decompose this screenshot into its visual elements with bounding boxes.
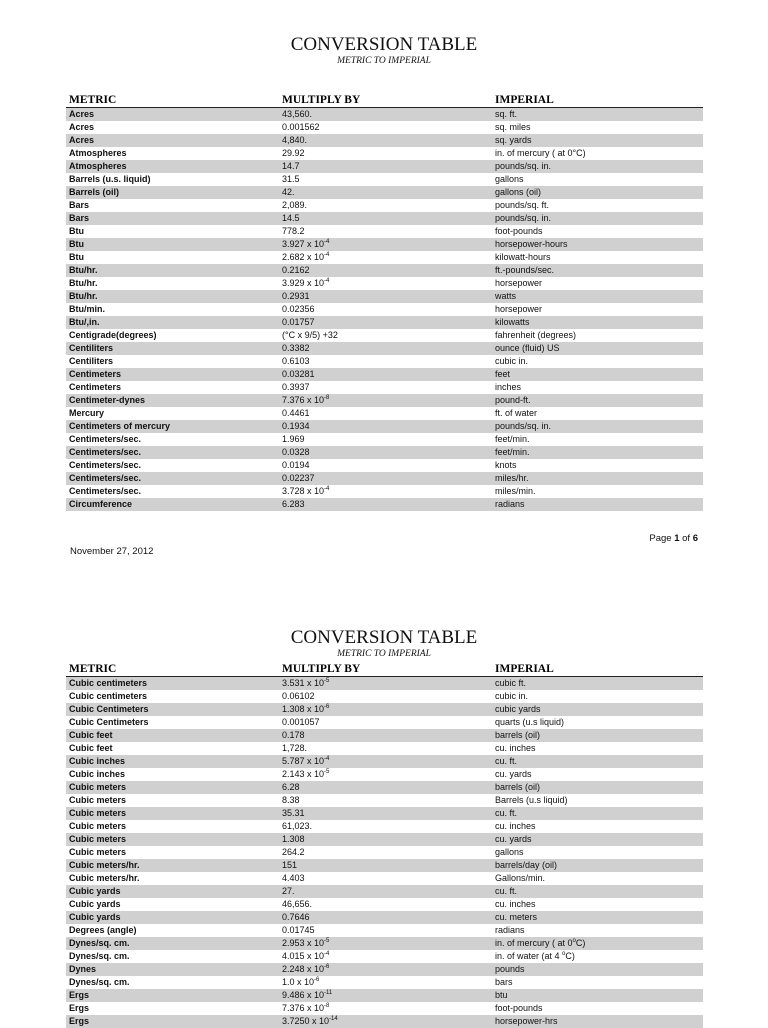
exponent: -5 [324,769,330,775]
multiplier-cell: 7.376 x $10^{-8}$ [282,1003,330,1013]
multiplier-cell: 1,728. [282,743,308,753]
multiplier-cell: 14.5 [282,213,300,223]
imperial-cell: gallons [495,174,524,184]
imperial-cell: cubic yards [495,704,541,714]
imperial-cell: pounds [495,964,525,974]
imperial-cell: horsepower [495,304,543,314]
table-row [66,381,703,394]
imperial-cell: pounds/sq. in. [495,421,552,431]
imperial-cell: quarts (u.s liquid) [495,717,565,727]
imperial-cell: cu. ft. [495,756,518,766]
multiplier-cell: 0.0194 [282,460,310,470]
exponent: -14 [329,1016,338,1022]
table-row [66,173,703,186]
metric-cell: Btu [69,226,84,236]
imperial-cell: cu. inches [495,821,536,831]
metric-cell: Atmospheres [69,161,127,171]
multiplier-cell: 3.927 x $10^{-4}$ [282,239,330,249]
imperial-cell: foot-pounds [495,1003,543,1013]
table-row [66,225,703,238]
imperial-cell: radians [495,925,525,935]
table-row [66,963,703,976]
table-row [66,199,703,212]
metric-cell: Centimeters [69,382,122,392]
table-row [66,690,703,703]
imperial-cell: gallons (oil) [495,187,542,197]
metric-cell: Btu/min. [69,304,105,314]
metric-cell: Centimeters/sec. [69,434,142,444]
table-row [66,160,703,173]
table-row [66,316,703,329]
table-row [66,820,703,833]
multiplier-cell: 264.2 [282,847,305,857]
multiplier-cell: 0.1934 [282,421,310,431]
multiplier-cell: 3.531 x $10^{-5}$ [282,678,330,688]
table-row [66,277,703,290]
table-row [66,703,703,716]
header-metric: METRIC [69,94,117,106]
multiplier-cell: 61,023. [282,821,313,831]
metric-cell: Dynes/sq. cm. [69,938,130,948]
metric-cell: Degrees (angle) [69,925,137,935]
imperial-cell: sq. ft. [495,109,518,119]
table-row [66,872,703,885]
table-row [66,807,703,820]
table-row [66,716,703,729]
metric-cell: Cubic meters/hr. [69,860,140,870]
metric-cell: Centimeters of mercury [69,421,171,431]
table-row [66,407,703,420]
multiplier-cell: 0.7646 [282,912,310,922]
multiplier-cell: 1.308 [282,834,305,844]
table-row [66,121,703,134]
table-row [66,485,703,498]
metric-cell: Centimeters/sec. [69,473,142,483]
metric-cell: Acres [69,135,95,145]
table-row [66,729,703,742]
metric-cell: Acres [69,122,95,132]
multiplier-cell: 0.02237 [282,473,315,483]
degree-superscript: o [572,938,576,944]
multiplier-cell: 0.001562 [282,122,320,132]
imperial-cell: barrels (oil) [495,782,541,792]
multiplier-cell: 2.953 x $10^{-5}$ [282,938,330,948]
table-row [66,186,703,199]
imperial-cell: foot-pounds [495,226,543,236]
exponent: -6 [324,964,330,970]
imperial-cell: ft. of water [495,408,538,418]
metric-cell: Btu [69,239,84,249]
table-row [66,394,703,407]
imperial-cell: pound-ft. [495,395,531,405]
table-row [66,446,703,459]
page2-subtitle: METRIC TO IMPERIAL [337,649,431,659]
metric-cell: Cubic inches [69,769,126,779]
multiplier-cell: 9.486 x $10^{-11}$ [282,990,333,1000]
metric-cell: Centimeters/sec. [69,460,142,470]
imperial-cell: cu. inches [495,899,536,909]
metric-cell: Cubic centimeters [69,691,148,701]
metric-cell: Centimeter-dynes [69,395,146,405]
table-row [66,420,703,433]
table-row [66,924,703,937]
table-row [66,134,703,147]
table-row [66,976,703,989]
exponent: -4 [324,486,330,492]
table-row [66,264,703,277]
multiplier-cell: 1.0 x $10^{-6}$ [282,977,320,987]
exponent: -6 [314,977,320,983]
metric-cell: Cubic yards [69,912,121,922]
imperial-cell: cu. meters [495,912,538,922]
exponent: -8 [324,1003,330,1009]
imperial-cell: radians [495,499,525,509]
table-row [66,355,703,368]
multiplier-cell: 42. [282,187,295,197]
table-row [66,950,703,963]
imperial-cell: watts [495,291,517,301]
metric-cell: Acres [69,109,95,119]
multiplier-cell: 0.3382 [282,343,310,353]
table-row [66,833,703,846]
table-row [66,989,703,1002]
table-row [66,290,703,303]
multiplier-cell: 2,089. [282,200,308,210]
multiplier-cell: 0.01757 [282,317,315,327]
table-row [66,459,703,472]
metric-cell: Cubic Centimeters [69,717,149,727]
imperial-cell: cubic in. [495,691,529,701]
table-row [66,238,703,251]
page2-conversion-table [66,677,703,1028]
multiplier-cell: 31.5 [282,174,300,184]
metric-cell: Barrels (u.s. liquid) [69,174,151,184]
metric-cell: Centimeters/sec. [69,486,142,496]
header-imperial: IMPERIAL [495,663,554,675]
multiplier-cell: 3.728 x $10^{-4}$ [282,486,330,496]
metric-cell: Dynes [69,964,97,974]
table-row [66,368,703,381]
metric-cell: Centiliters [69,356,114,366]
imperial-cell: sq. yards [495,135,532,145]
multiplier-cell: 1.308 x $10^{-6}$ [282,704,330,714]
imperial-cell: cubic ft. [495,678,527,688]
metric-cell: Btu/,in. [69,317,100,327]
multiplier-cell: 46,656. [282,899,313,909]
metric-cell: Btu/hr. [69,291,98,301]
metric-cell: Centimeters [69,369,122,379]
exponent: -4 [324,951,330,957]
imperial-cell: horsepower [495,278,543,288]
metric-cell: Cubic meters [69,847,127,857]
imperial-cell: pounds/sq. in. [495,161,552,171]
imperial-cell: bars [495,977,513,987]
page-current: 1 [674,533,680,544]
imperial-cell: sq. miles [495,122,531,132]
imperial-cell: in. of water (at 4 $^o$C) [495,951,575,961]
exponent: -5 [324,678,330,684]
multiplier-cell: 35.31 [282,808,305,818]
multiplier-cell: 43,560. [282,109,313,119]
imperial-cell: cu. ft. [495,808,518,818]
metric-cell: Cubic centimeters [69,678,148,688]
multiplier-cell: 0.0328 [282,447,310,457]
metric-cell: Cubic yards [69,899,121,909]
multiplier-cell: 3.929 x $10^{-4}$ [282,278,330,288]
imperial-cell: pounds/sq. in. [495,213,552,223]
table-row [66,1002,703,1015]
imperial-cell: feet/min. [495,447,530,457]
multiplier-cell: 0.06102 [282,691,315,701]
imperial-cell: cu. yards [495,769,532,779]
imperial-cell: cu. ft. [495,886,518,896]
multiplier-cell: 0.03281 [282,369,315,379]
multiplier-cell: 0.178 [282,730,305,740]
imperial-cell: barrels (oil) [495,730,541,740]
multiplier-cell: (°C x 9/5) +32 [282,330,338,340]
metric-cell: Dynes/sq. cm. [69,977,130,987]
imperial-cell: in. of mercury ( at 0°C) [495,148,586,158]
imperial-cell: kilowatt-hours [495,252,551,262]
page2-table-header [66,663,703,676]
imperial-cell: miles/min. [495,486,536,496]
table-row [66,329,703,342]
multiplier-cell: 0.2162 [282,265,310,275]
exponent: -4 [324,756,330,762]
exponent: -4 [324,252,330,258]
imperial-cell: kilowatts [495,317,530,327]
multiplier-cell: 778.2 [282,226,305,236]
imperial-cell: fahrenheit (degrees) [495,330,577,340]
exponent: -4 [324,239,330,245]
multiplier-cell: 8.38 [282,795,300,805]
table-row [66,937,703,950]
metric-cell: Centigrade(degrees) [69,330,157,340]
imperial-cell: in. of mercury ( at 0$^o$C) [495,938,586,948]
multiplier-cell: 6.283 [282,499,305,509]
header-metric: METRIC [69,663,117,675]
table-row [66,859,703,872]
imperial-cell: inches [495,382,522,392]
header-multiply-by: MULTIPLY BY [282,663,361,675]
metric-cell: Circumference [69,499,133,509]
metric-cell: Cubic feet [69,730,113,740]
metric-cell: Cubic meters [69,834,127,844]
imperial-cell: btu [495,990,508,1000]
imperial-cell: cubic in. [495,356,529,366]
metric-cell: Cubic meters [69,795,127,805]
multiplier-cell: 2.682 x $10^{-4}$ [282,252,330,262]
metric-cell: Bars [69,213,90,223]
metric-cell: Cubic meters [69,821,127,831]
metric-cell: Ergs [69,990,90,1000]
metric-cell: Mercury [69,408,105,418]
metric-cell: Cubic Centimeters [69,704,149,714]
metric-cell: Dynes/sq. cm. [69,951,130,961]
page1-title: CONVERSION TABLE [290,34,478,55]
imperial-cell: pounds/sq. ft. [495,200,550,210]
multiplier-cell: 1.969 [282,434,305,444]
multiplier-cell: 0.01745 [282,925,315,935]
table-row [66,303,703,316]
table-row [66,677,703,690]
metric-cell: Atmospheres [69,148,127,158]
exponent: -6 [324,704,330,710]
table-row [66,911,703,924]
exponent: -11 [324,990,333,996]
metric-cell: Barrels (oil) [69,187,120,197]
multiplier-cell: 0.4461 [282,408,310,418]
multiplier-cell: 5.787 x $10^{-4}$ [282,756,330,766]
table-row [66,742,703,755]
exponent: -4 [324,278,330,284]
multiplier-cell: 4.403 [282,873,305,883]
table-row [66,147,703,160]
degree-superscript: o [562,951,566,957]
multiplier-cell: 6.28 [282,782,300,792]
table-row [66,212,703,225]
metric-cell: Bars [69,200,90,210]
table-row [66,251,703,264]
page1-conversion-table [66,108,703,511]
multiplier-cell: 151 [282,860,298,870]
table-row [66,794,703,807]
imperial-cell: feet [495,369,511,379]
table-row [66,755,703,768]
multiplier-cell: 4.015 x $10^{-4}$ [282,951,330,961]
metric-cell: Centimeters/sec. [69,447,142,457]
page1-date: November 27, 2012 [70,546,154,557]
page1-table-header [66,94,703,107]
metric-cell: Cubic meters [69,782,127,792]
table-row [66,108,703,121]
metric-cell: Btu/hr. [69,265,98,275]
imperial-cell: gallons [495,847,524,857]
imperial-cell: horsepower-hours [495,239,568,249]
table-row [66,768,703,781]
multiplier-cell: 29.92 [282,148,305,158]
metric-cell: Cubic inches [69,756,126,766]
imperial-cell: Barrels (u.s liquid) [495,795,568,805]
imperial-cell: ounce (fluid) US [495,343,560,353]
imperial-cell: cu. yards [495,834,532,844]
page1-page-number: Page 1 of 6 [649,533,698,544]
exponent: -8 [324,395,330,401]
multiplier-cell: 0.2931 [282,291,310,301]
table-row [66,498,703,511]
metric-cell: Ergs [69,1016,90,1026]
metric-cell: Cubic meters/hr. [69,873,140,883]
multiplier-cell: 7.376 x $10^{-8}$ [282,395,330,405]
header-multiply-by: MULTIPLY BY [282,94,361,106]
page-total: 6 [692,533,698,544]
imperial-cell: knots [495,460,517,470]
table-row [66,846,703,859]
metric-cell: Ergs [69,1003,90,1013]
table-row [66,898,703,911]
multiplier-cell: 2.143 x $10^{-5}$ [282,769,330,779]
metric-cell: Btu/hr. [69,278,98,288]
table-row [66,433,703,446]
metric-cell: Centiliters [69,343,114,353]
header-imperial: IMPERIAL [495,94,554,106]
imperial-cell: feet/min. [495,434,530,444]
table-row [66,1015,703,1028]
multiplier-cell: 0.6103 [282,356,310,366]
metric-cell: Cubic meters [69,808,127,818]
multiplier-cell: 0.02356 [282,304,315,314]
imperial-cell: cu. inches [495,743,536,753]
table-row [66,781,703,794]
multiplier-cell: 2.248 x $10^{-6}$ [282,964,330,974]
exponent: -5 [324,938,330,944]
imperial-cell: miles/hr. [495,473,529,483]
multiplier-cell: 0.001057 [282,717,320,727]
page2-title: CONVERSION TABLE [290,627,478,648]
page1-subtitle: METRIC TO IMPERIAL [337,56,431,66]
multiplier-cell: 27. [282,886,295,896]
table-row [66,885,703,898]
imperial-cell: Gallons/min. [495,873,546,883]
multiplier-cell: 14.7 [282,161,300,171]
multiplier-cell: 3.7250 x $10^{-14}$ [282,1016,338,1026]
metric-cell: Btu [69,252,84,262]
imperial-cell: ft.-pounds/sec. [495,265,555,275]
imperial-cell: barrels/day (oil) [495,860,558,870]
metric-cell: Cubic feet [69,743,113,753]
table-row [66,342,703,355]
multiplier-cell: 0.3937 [282,382,310,392]
metric-cell: Cubic yards [69,886,121,896]
table-row [66,472,703,485]
multiplier-cell: 4,840. [282,135,308,145]
imperial-cell: horsepower-hrs [495,1016,558,1026]
